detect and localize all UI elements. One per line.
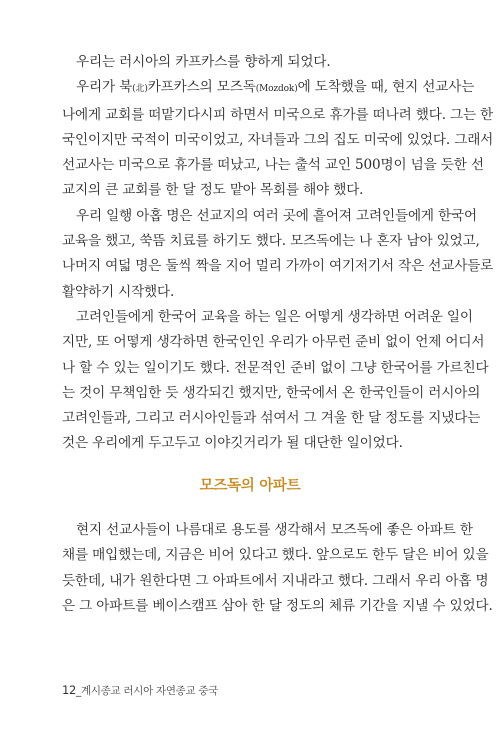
text-line: 채를 매입했는데, 지금은 비어 있다고 했다. 앞으로도 한두 달은 비어 있을 — [62, 547, 489, 564]
page-number: 12 — [62, 683, 77, 697]
footer-separator: _ — [76, 685, 81, 697]
text-line: 현지 선교사들이 나름대로 용도를 생각해서 모즈독에 좋은 아파트 한 — [76, 522, 473, 538]
text-line: 우리는 러시아의 카프카스를 향하게 되었다. — [76, 54, 331, 70]
section-body-text — [62, 518, 493, 619]
paragraph-1 — [62, 50, 438, 75]
text-line: 교지의 큰 교회를 한 달 정도 맡아 목회를 해야 했다. — [62, 182, 364, 199]
page-footer — [62, 683, 218, 698]
text-line: 교육을 했고, 쑥뜸 치료를 하기도 했다. 모즈독에는 나 혼자 남아 있었고, — [62, 233, 480, 250]
text-line: 나에게 교회를 떠맡기다시피 하면서 미국으로 휴가를 떠나려 했다. 그는 한 — [62, 106, 494, 123]
paragraph-4 — [62, 305, 489, 457]
book-title: 계시종교 러시아 자연종교 중국 — [81, 685, 219, 697]
hanja-annotation: (北) — [132, 84, 148, 95]
latin-annotation: (Mozdok) — [255, 84, 298, 95]
section-heading: 모즈독의 아파트 — [199, 478, 301, 494]
text-line: 고려인들에게 한국어 교육을 하는 일은 어떻게 생각하면 어려운 일이 — [76, 308, 473, 325]
text-line: 우리 일행 아홉 명은 선교지의 여러 곳에 흩어져 고려인들에게 한국어 — [76, 207, 478, 224]
text-line: 지만, 또 어떻게 생각하면 한국인인 우리가 아무런 준비 없이 언제 어디서 — [62, 334, 485, 351]
text-line: 듯한데, 내가 원한다면 그 아파트에서 지내라고 했다. 그래서 우리 아홉 명 — [62, 572, 489, 589]
text-line: 것은 우리에게 두고두고 이야깃거리가 될 대단한 일이었다. — [62, 435, 403, 452]
text-line: 고려인들과, 그리고 러시아인들과 섞여서 그 겨울 한 달 정도를 지냈다는 — [62, 410, 481, 427]
text-line: 나 할 수 있는 일이기도 했다. 전문적인 준비 없이 그냥 한국어를 가르친다 — [62, 359, 489, 376]
text-fragment: 카프카스의 모즈독 — [147, 79, 256, 96]
text-line: 국인이지만 국적이 미국이었고, 자녀들과 그의 집도 미국에 있었다. 그래서 — [62, 131, 494, 148]
body-text — [62, 50, 494, 457]
paragraph-5 — [62, 518, 493, 619]
text-line: 선교사는 미국으로 휴가를 떠났고, 나는 출석 교인 500명이 넘을 듯한 선 — [62, 157, 484, 174]
text-line: 는 것이 무책임한 듯 생각되긴 했지만, 한국에서 온 한국인들이 러시아의 — [62, 384, 481, 401]
paragraph-3 — [62, 204, 494, 305]
text-fragment: 에 도착했을 때, 현지 선교사는 — [297, 79, 475, 96]
text-fragment: 우리가 북 — [76, 79, 133, 96]
text-line: 활약하기 시작했다. — [62, 283, 175, 300]
paragraph-2 — [62, 75, 494, 203]
text-line: 은 그 아파트를 베이스캠프 삼아 한 달 정도의 체류 기간을 지낼 수 있었다. — [62, 597, 493, 614]
text-line: 나머지 여덟 명은 둘씩 짝을 지어 멀리 가까이 여기저기서 작은 선교사들로 — [62, 258, 494, 275]
text-line — [62, 75, 475, 102]
